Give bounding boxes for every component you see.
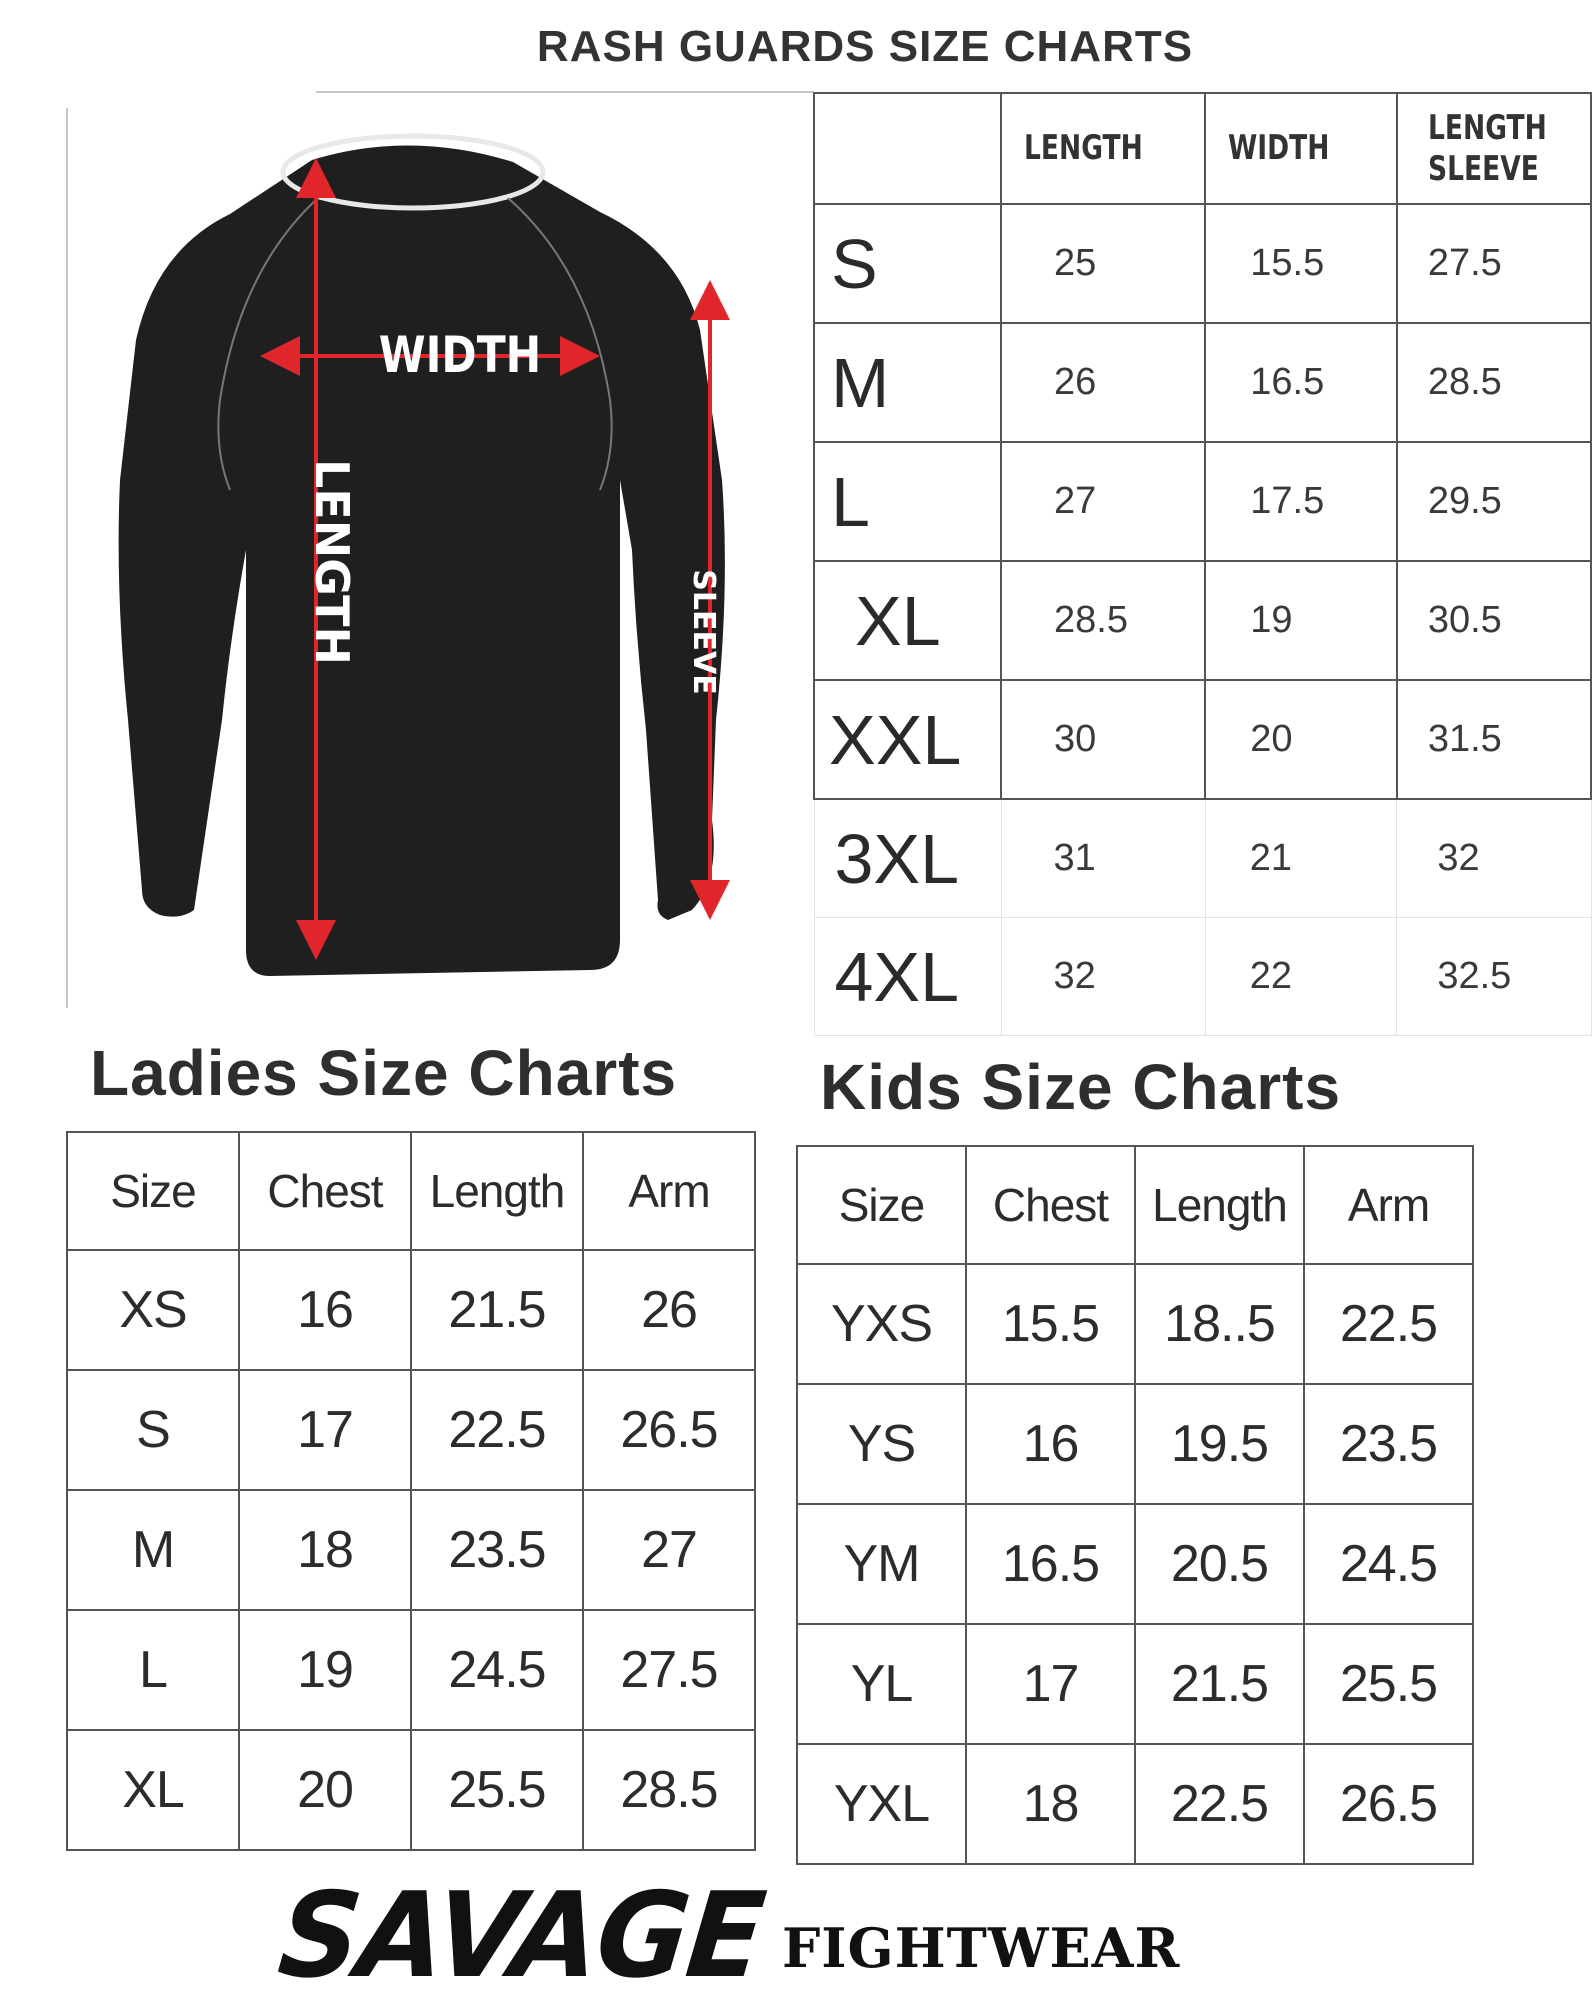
header-cell-blank	[814, 93, 1001, 204]
arm-cell: 26	[583, 1250, 755, 1370]
table-row	[67, 1370, 755, 1490]
chest-cell: 17	[966, 1624, 1135, 1744]
size-cell: XL	[814, 561, 1001, 680]
kids-section-title: Kids Size Charts	[820, 1051, 1342, 1123]
length-cell: 19.5	[1135, 1384, 1304, 1504]
header-cell-length: Length	[411, 1132, 583, 1250]
length-cell: 24.5	[411, 1610, 583, 1730]
table-row	[797, 1624, 1473, 1744]
header-cell-length: LENGTH	[1001, 93, 1205, 204]
size-cell: M	[814, 323, 1001, 442]
sleeve-cell: 27.5	[1397, 204, 1591, 323]
length-cell: 31	[1001, 799, 1205, 918]
chest-cell: 16	[239, 1250, 411, 1370]
table-header-row	[814, 93, 1591, 204]
ladies-section-title: Ladies Size Charts	[90, 1037, 678, 1109]
chest-cell: 18	[239, 1490, 411, 1610]
brand-name: SAVAGE	[272, 1867, 770, 2004]
table-row	[814, 561, 1591, 680]
size-cell: L	[814, 442, 1001, 561]
arm-cell: 27.5	[583, 1610, 755, 1730]
chest-cell: 15.5	[966, 1264, 1135, 1384]
header-cell-length-sleeve: LENGTH SLEEVE	[1397, 93, 1591, 204]
length-label: LENGTH	[305, 458, 359, 666]
sleeve-label-length: LENGTH	[722, 564, 757, 700]
length-cell: 26	[1001, 323, 1205, 442]
sleeve-cell: 32	[1397, 799, 1591, 918]
chest-cell: 16	[966, 1384, 1135, 1504]
table-row	[67, 1730, 755, 1850]
size-cell: YXL	[797, 1744, 966, 1864]
header-cell-arm: Arm	[1304, 1146, 1473, 1264]
arm-cell: 22.5	[1304, 1264, 1473, 1384]
arm-cell: 25.5	[1304, 1624, 1473, 1744]
sleeve-cell: 30.5	[1397, 561, 1591, 680]
size-cell: S	[814, 204, 1001, 323]
size-cell: XL	[67, 1730, 239, 1850]
table-row	[797, 1744, 1473, 1864]
kids-size-table	[796, 1145, 1474, 1865]
frame-line-top	[316, 91, 814, 93]
frame-line-left	[66, 108, 68, 1008]
sleeve-cell: 32.5	[1397, 918, 1591, 1036]
size-cell: 4XL	[814, 918, 1001, 1036]
width-cell: 16.5	[1205, 323, 1397, 442]
sleeve-cell: 28.5	[1397, 323, 1591, 442]
size-cell: YXS	[797, 1264, 966, 1384]
size-cell: XXL	[814, 680, 1001, 799]
table-row	[814, 799, 1591, 918]
chest-cell: 18	[966, 1744, 1135, 1864]
header-cell-arm: Arm	[583, 1132, 755, 1250]
size-cell: YL	[797, 1624, 966, 1744]
table-row	[814, 204, 1591, 323]
width-cell: 20	[1205, 680, 1397, 799]
length-cell: 32	[1001, 918, 1205, 1036]
chest-cell: 16.5	[966, 1504, 1135, 1624]
length-cell: 27	[1001, 442, 1205, 561]
length-cell: 25	[1001, 204, 1205, 323]
header-cell-length: Length	[1135, 1146, 1304, 1264]
size-cell: XS	[67, 1250, 239, 1370]
length-cell: 22.5	[1135, 1744, 1304, 1864]
sleeve-cell: 29.5	[1397, 442, 1591, 561]
table-row	[814, 918, 1591, 1036]
arm-cell: 24.5	[1304, 1504, 1473, 1624]
sleeve-label-sleeve: SLEEVE	[686, 569, 721, 695]
table-header-row	[797, 1146, 1473, 1264]
table-row	[67, 1250, 755, 1370]
length-cell: 21.5	[1135, 1624, 1304, 1744]
arm-cell: 26.5	[1304, 1744, 1473, 1864]
ladies-size-table	[66, 1131, 756, 1851]
size-cell: 3XL	[814, 799, 1001, 918]
arm-cell: 27	[583, 1490, 755, 1610]
sleeve-cell: 31.5	[1397, 680, 1591, 799]
shirt-shape	[119, 145, 725, 976]
chest-cell: 20	[239, 1730, 411, 1850]
header-cell-chest: Chest	[239, 1132, 411, 1250]
width-cell: 17.5	[1205, 442, 1397, 561]
size-cell: M	[67, 1490, 239, 1610]
length-cell: 28.5	[1001, 561, 1205, 680]
length-cell: 21.5	[411, 1250, 583, 1370]
length-cell: 30	[1001, 680, 1205, 799]
chest-cell: 19	[239, 1610, 411, 1730]
header-cell-width: WIDTH	[1205, 93, 1397, 204]
length-cell: 23.5	[411, 1490, 583, 1610]
width-label: WIDTH	[378, 325, 542, 384]
table-header-row	[67, 1132, 755, 1250]
width-cell: 15.5	[1205, 204, 1397, 323]
width-cell: 22	[1205, 918, 1397, 1036]
size-cell: YM	[797, 1504, 966, 1624]
width-cell: 19	[1205, 561, 1397, 680]
table-row	[814, 323, 1591, 442]
table-row	[67, 1490, 755, 1610]
rash-guard-size-table	[813, 92, 1592, 1036]
width-cell: 21	[1205, 799, 1397, 918]
arm-cell: 26.5	[583, 1370, 755, 1490]
length-cell: 20.5	[1135, 1504, 1304, 1624]
table-row	[67, 1610, 755, 1730]
table-row	[814, 442, 1591, 561]
size-cell: S	[67, 1370, 239, 1490]
header-cell-size: Size	[797, 1146, 966, 1264]
brand-logo	[272, 1867, 1181, 2004]
brand-sub: FIGHTWEAR	[781, 1916, 1181, 1980]
length-cell: 18..5	[1135, 1264, 1304, 1384]
arm-cell: 23.5	[1304, 1384, 1473, 1504]
header-cell-size: Size	[67, 1132, 239, 1250]
chest-cell: 17	[239, 1370, 411, 1490]
table-row	[814, 680, 1591, 799]
length-cell: 22.5	[411, 1370, 583, 1490]
table-row	[797, 1384, 1473, 1504]
size-cell: YS	[797, 1384, 966, 1504]
table-row	[797, 1264, 1473, 1384]
table-row	[797, 1504, 1473, 1624]
length-cell: 25.5	[411, 1730, 583, 1850]
page-title: RASH GUARDS SIZE CHARTS	[536, 22, 1194, 71]
size-cell: L	[67, 1610, 239, 1730]
shirt-diagram	[80, 120, 780, 1000]
arm-cell: 28.5	[583, 1730, 755, 1850]
header-cell-chest: Chest	[966, 1146, 1135, 1264]
rash-guard-illustration	[80, 120, 780, 1000]
